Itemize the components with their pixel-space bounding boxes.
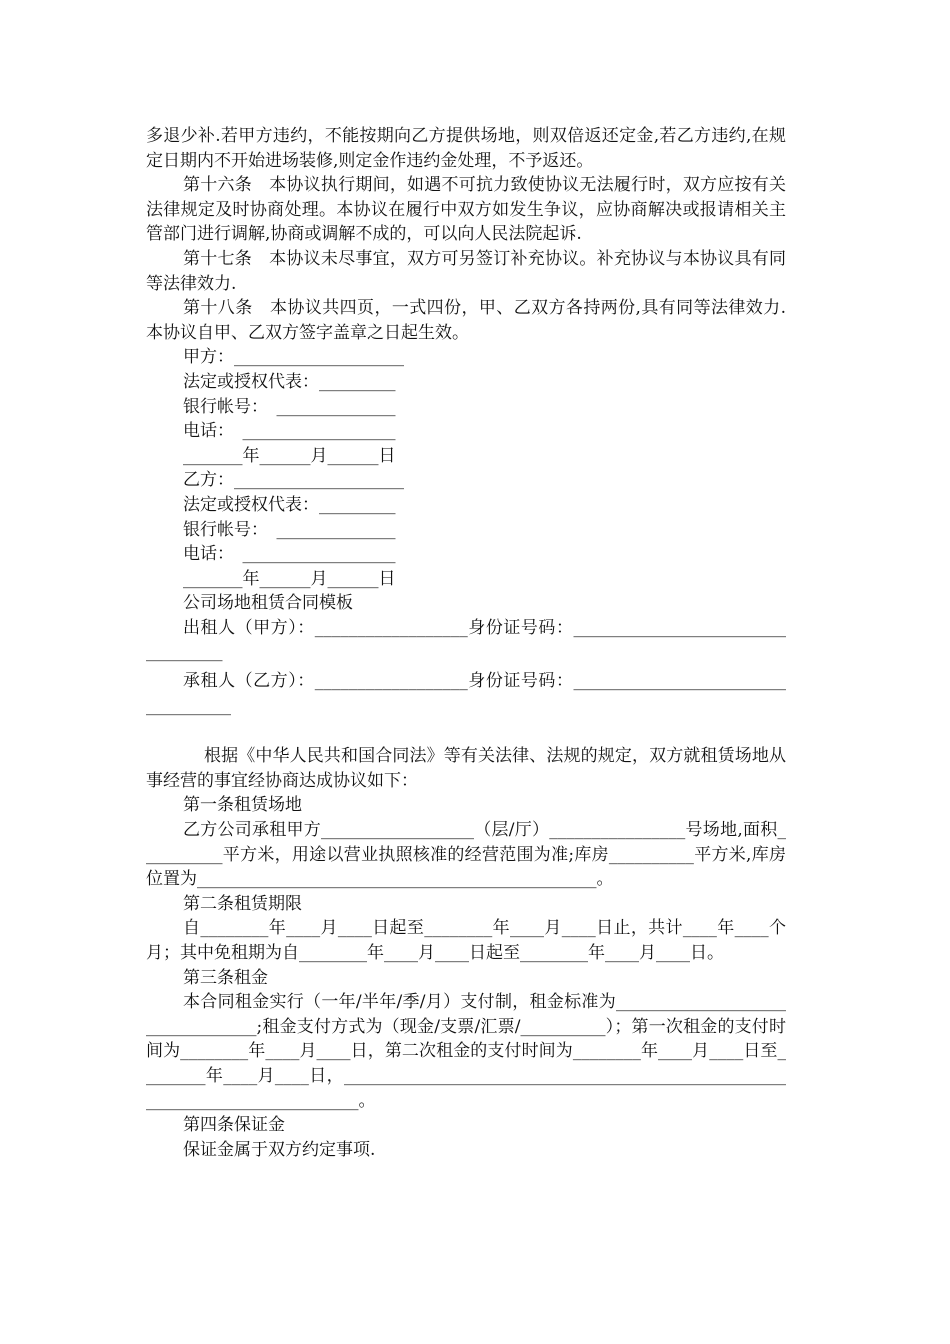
article-3-heading: 第三条租金 <box>183 967 268 988</box>
lessee-line: 承租人（乙方）：__________________身份证号码：___________________________________ <box>146 671 786 716</box>
paragraph-deposit-terms: 多退少补.若甲方违约，不能按期向乙方提供场地，则双倍返还定金,若乙方违约,在规定日期内不开始进场装修,则定金作违约金处理，不予返还。 <box>146 126 786 171</box>
article-4-body: 保证金属于双方约定事项. <box>183 1139 376 1160</box>
party-a-phone-line: 电话： __________________ <box>183 421 396 442</box>
lessor-line: 出租人（甲方）：__________________身份证号码：__________________________________ <box>146 617 786 663</box>
party-b-bank-account-line: 银行帐号： ______________ <box>183 519 396 540</box>
article-2-body: 自________年____月____日起至________年____月____日止，共计____年____个月；其中免租期为自________年____月____日起至________年____月____日。 <box>146 918 786 963</box>
party-b-phone-line: 电话： __________________ <box>183 544 396 565</box>
article-1-body: 乙方公司承租甲方__________________（层/厅）________________号场地,面积__________平方米，用途以营业执照核准的经营范围为准;库房__________平方米,库房位置为_______________________________________________。 <box>146 820 786 890</box>
party-b-representative-line: 法定或授权代表：_________ <box>183 494 396 515</box>
party-a-bank-account-line: 银行帐号： ______________ <box>183 396 396 417</box>
party-a-representative-line: 法定或授权代表：_________ <box>183 371 396 392</box>
template-title: 公司场地租赁合同模板 <box>183 593 353 614</box>
contract-page <box>146 124 786 1162</box>
article-18: 第十八条 本协议共四页，一式四份，甲、乙双方各持两份,具有同等法律效力.本协议自甲、乙双方签字盖章之日起生效。 <box>146 298 786 343</box>
article-17: 第十七条 本协议未尽事宜，双方可另签订补充协议。补充协议与本协议具有同等法律效力. <box>146 248 786 294</box>
party-b-name-line: 乙方：____________________ <box>183 470 404 491</box>
article-2-heading: 第二条租赁期限 <box>183 893 302 914</box>
preamble: 根据《中华人民共和国合同法》等有关法律、法规的规定，双方就租赁场地从事经营的事宜经协商达成协议如下： <box>146 746 786 791</box>
article-4-heading: 第四条保证金 <box>183 1115 285 1136</box>
party-a-name-line: 甲方：____________________ <box>183 347 404 368</box>
article-16: 第十六条 本协议执行期间，如遇不可抗力致使协议无法履行时，双方应按有关法律规定及时协商处理。本协议在履行中双方如发生争议，应协商解决或报请相关主管部门进行调解,协商或调解不成的，可以向人民法院起诉. <box>146 175 786 245</box>
section-spacer <box>146 718 786 744</box>
party-a-date-line: _______年______月______日 <box>183 445 396 466</box>
article-3-body: 本合同租金实行（一年/半年/季/月）支付制，租金标准为_________________________________;租金支付方式为（现金/支票/汇票/__________）；第一次租金的支付时间为________年____月____日，第二次租金的支付时间为________年____月____日至________年____月____日，_____________________________________________________________________________。 <box>146 992 786 1111</box>
party-b-date-line: _______年______月______日 <box>183 568 396 589</box>
article-1-heading: 第一条租赁场地 <box>183 795 302 816</box>
